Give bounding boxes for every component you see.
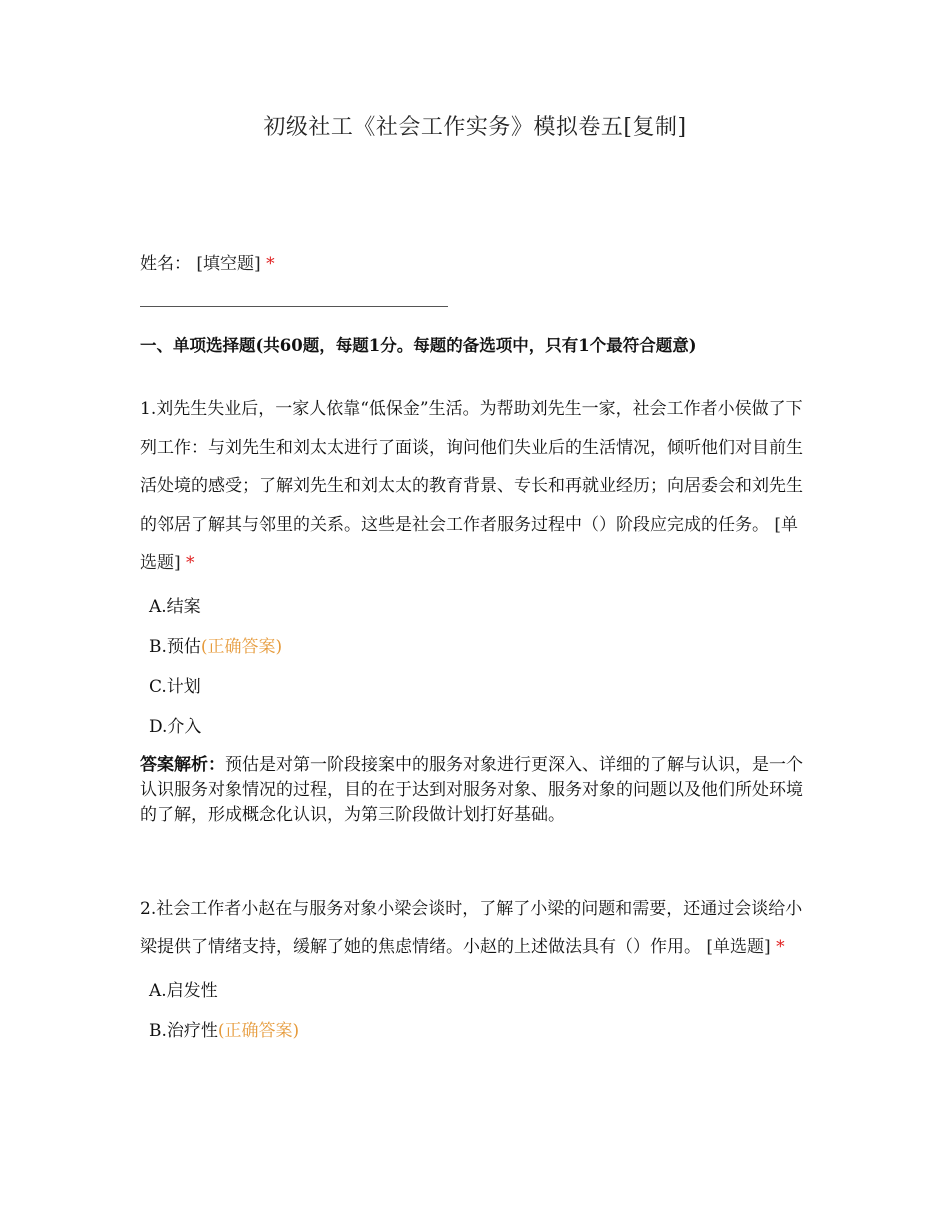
option-item [140, 667, 815, 707]
option-label: D.介入 [149, 716, 202, 737]
question-text: 1.刘先生失业后，一家人依靠“低保金”生活。为帮助刘先生一家，社会工作者小侯做了下列工作：与刘先生和刘太太进行了面谈，询问他们失业后的生活情况，倾听他们对目前生活处境的感受；了解刘先生和刘太太的教育背景、专长和再就业经历；向居委会和刘先生的邻居了解其与邻里的关系。这些是社会工作者服务过程中（）阶段应完成的任务。 [140, 399, 803, 535]
name-label: 姓名： [140, 254, 191, 274]
required-mark: * [186, 553, 195, 573]
option-label: C.计划 [149, 676, 201, 697]
option-item [140, 1011, 815, 1051]
form-content [140, 250, 815, 1051]
analysis-text: 预估是对第一阶段接案中的服务对象进行更深入、详细的了解与认识，是一个认识服务对象情况的过程，目的在于达到对服务对象、服务对象的问题以及他们所处环境的了解，形成概念化认识，为第三阶段做计划打好基础。 [140, 754, 803, 825]
name-fill-blank-line[interactable] [140, 306, 448, 307]
option-item [140, 627, 815, 667]
correct-answer-tag: (正确答案) [200, 636, 283, 657]
question-1 [140, 390, 815, 583]
question-type-tag: [填空题] [196, 254, 261, 274]
question-type-tag: [单选题] [140, 514, 799, 573]
option-label: A.启发性 [149, 980, 218, 1001]
option-item [140, 587, 815, 627]
answer-analysis [140, 753, 815, 828]
option-label: A.结案 [149, 596, 201, 617]
option-item [140, 971, 815, 1011]
option-label: B.治疗性 [149, 1020, 218, 1041]
question-text: 2.社会工作者小赵在与服务对象小梁会谈时，了解了小梁的问题和需要，还通过会谈给小梁提供了情绪支持，缓解了她的焦虑情绪。小赵的上述做法具有（）作用。 [140, 898, 803, 957]
name-question [140, 250, 815, 278]
option-item [140, 707, 815, 747]
question-2-options [140, 971, 815, 1051]
page-title: 初级社工《社会工作实务》模拟卷五[复制] [263, 115, 687, 140]
required-mark: * [776, 937, 785, 957]
section-heading: 一、单项选择题(共60题，每题1分。每题的备选项中，只有1个最符合题意) [140, 336, 697, 355]
option-label: B.预估 [149, 636, 201, 657]
required-mark: * [266, 254, 275, 274]
question-1-options [140, 587, 815, 747]
question-type-tag: [单选题] [706, 937, 771, 957]
question-2 [140, 890, 815, 967]
correct-answer-tag: (正确答案) [217, 1020, 300, 1041]
analysis-label: 答案解析： [140, 754, 225, 775]
